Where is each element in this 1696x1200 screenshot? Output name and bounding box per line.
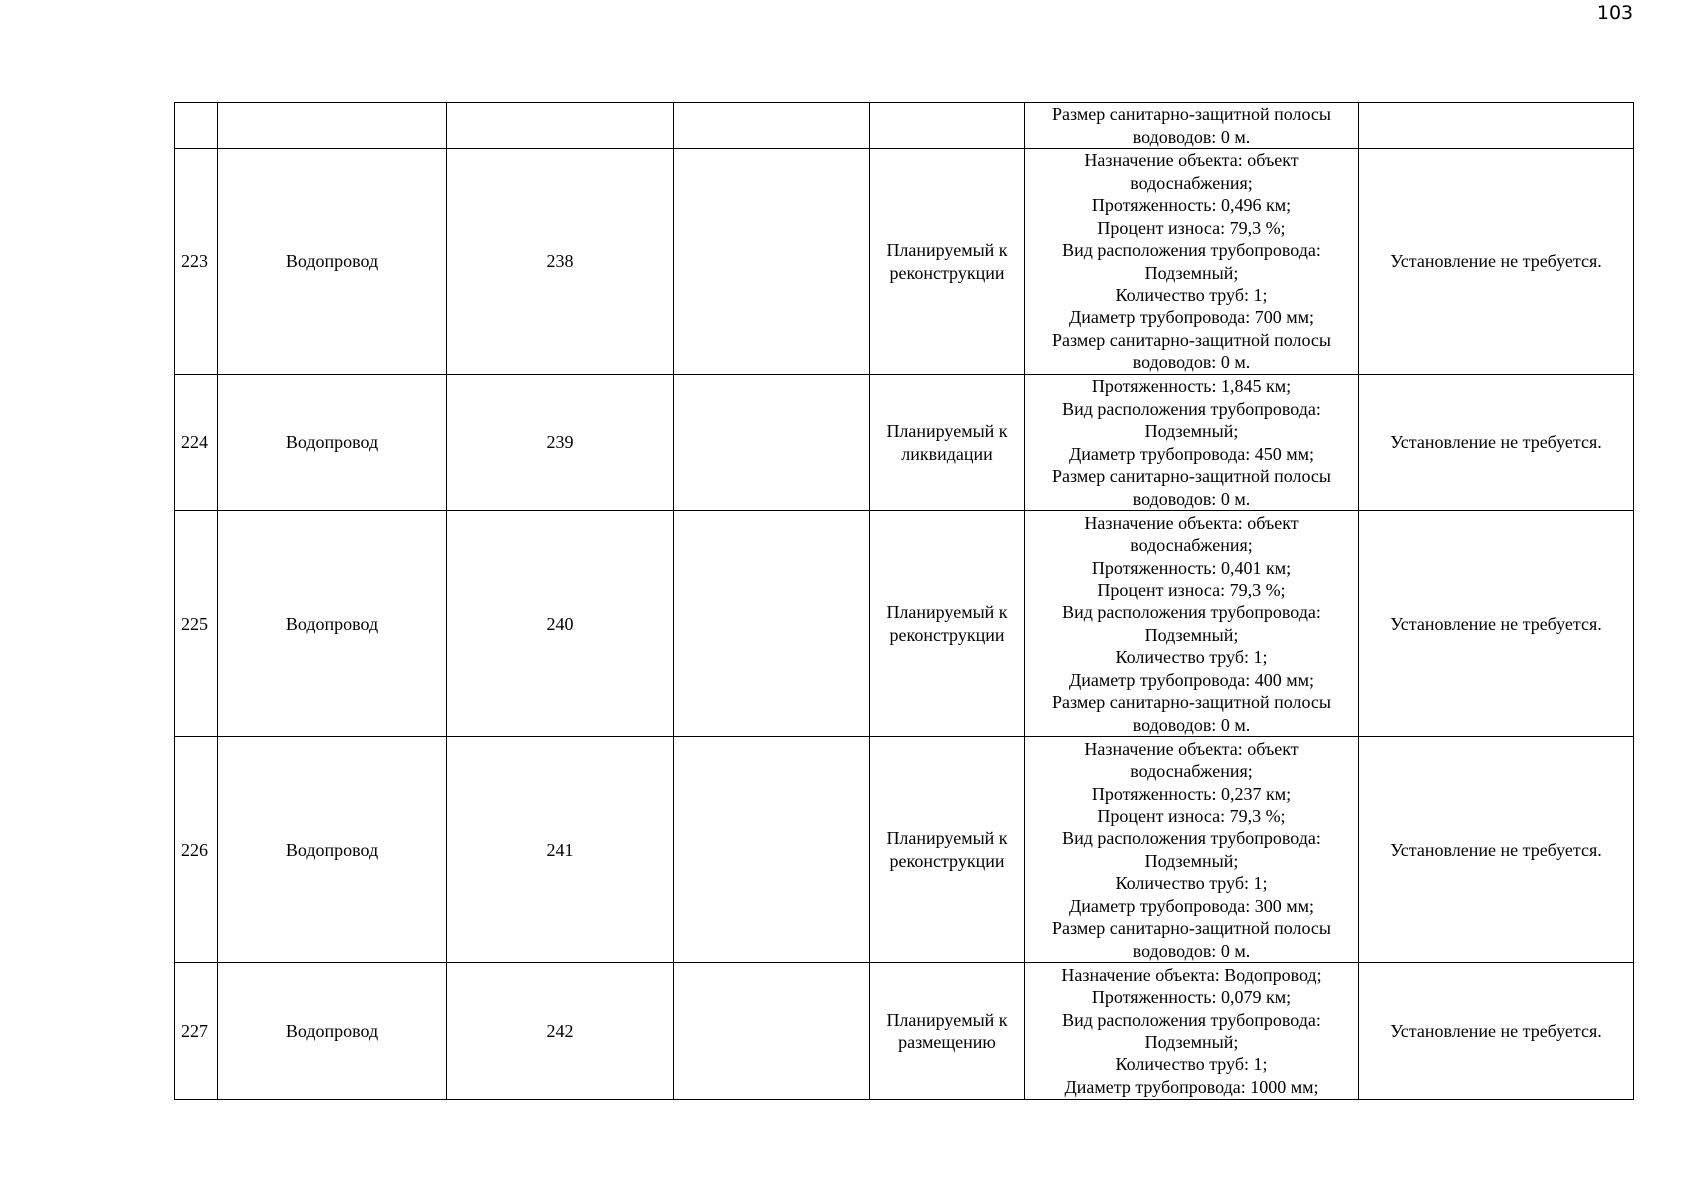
characteristic-line: Размер санитарно-защитной полосы (1051, 466, 1332, 487)
cell-code (447, 103, 674, 149)
characteristic-line: Подземный; (1144, 850, 1239, 871)
characteristic-line: Подземный; (1144, 262, 1239, 283)
characteristic-line: водоводов: 0 м. (1132, 126, 1251, 147)
characteristic-line: Протяженность: 0,237 км; (1091, 783, 1292, 804)
characteristic-line: водоснабжения; (1130, 172, 1253, 193)
characteristic-line: Процент износа: 79,3 %; (1097, 806, 1286, 827)
characteristic-line: Назначение объекта: Водопровод; (1061, 964, 1322, 985)
registry-table (174, 102, 1634, 1100)
cell-status (870, 103, 1025, 149)
characteristic-line: Количество труб: 1; (1115, 284, 1268, 305)
characteristic-line: Процент износа: 79,3 %; (1097, 580, 1286, 601)
characteristic-line: Протяженность: 0,496 км; (1091, 195, 1292, 216)
cell-name: Водопровод (218, 149, 447, 375)
cell-num: 224 (175, 375, 218, 511)
characteristic-line: Назначение объекта: объект (1084, 150, 1299, 171)
cell-name: Водопровод (218, 737, 447, 963)
characteristic-line: Диаметр трубопровода: 400 мм; (1068, 669, 1315, 690)
characteristic-line: Количество труб: 1; (1115, 873, 1268, 894)
characteristic-line: водоводов: 0 м. (1132, 714, 1251, 735)
characteristic-line: Подземный; (1144, 624, 1239, 645)
cell-status: Планируемый к ликвидации (870, 375, 1025, 511)
characteristic-line: Вид расположения трубопровода: (1062, 240, 1321, 261)
registry-table-body (175, 103, 1634, 1100)
characteristic-line: Подземный; (1144, 1032, 1239, 1053)
cell-code: 242 (447, 963, 674, 1099)
characteristic-line: Размер санитарно-защитной полосы (1051, 918, 1332, 939)
cell-zone: Установление не требуется. (1359, 149, 1634, 375)
cell-name: Водопровод (218, 375, 447, 511)
cell-location (674, 963, 870, 1099)
characteristic-line: Размер санитарно-защитной полосы (1051, 104, 1332, 125)
cell-status: Планируемый к размещению (870, 963, 1025, 1099)
characteristic-line: Вид расположения трубопровода: (1062, 828, 1321, 849)
characteristic-line: Протяженность: 0,079 км; (1091, 987, 1292, 1008)
characteristic-line: Диаметр трубопровода: 300 мм; (1068, 895, 1315, 916)
cell-location (674, 737, 870, 963)
cell-status: Планируемый к реконструкции (870, 737, 1025, 963)
cell-num: 226 (175, 737, 218, 963)
characteristic-line: Количество труб: 1; (1115, 1054, 1268, 1075)
cell-zone (1359, 103, 1634, 149)
table-row-continuation (175, 103, 1634, 149)
cell-characteristics (1025, 963, 1359, 1099)
characteristic-line: водоснабжения; (1130, 535, 1253, 556)
cell-num: 223 (175, 149, 218, 375)
table-row (175, 511, 1634, 737)
cell-zone: Установление не требуется. (1359, 963, 1634, 1099)
cell-code: 241 (447, 737, 674, 963)
cell-status: Планируемый к реконструкции (870, 511, 1025, 737)
characteristic-line: Подземный; (1144, 421, 1239, 442)
characteristic-line: Диаметр трубопровода: 700 мм; (1068, 307, 1315, 328)
cell-characteristics (1025, 375, 1359, 511)
cell-num (175, 103, 218, 149)
characteristic-line: Размер санитарно-защитной полосы (1051, 692, 1332, 713)
characteristic-line: Вид расположения трубопровода: (1062, 1009, 1321, 1030)
characteristic-line: Назначение объекта: объект (1084, 512, 1299, 533)
characteristic-line: Вид расположения трубопровода: (1062, 398, 1321, 419)
cell-zone: Установление не требуется. (1359, 511, 1634, 737)
table-row (175, 963, 1634, 1099)
cell-characteristics (1025, 737, 1359, 963)
cell-num: 227 (175, 963, 218, 1099)
characteristic-line: Диаметр трубопровода: 1000 мм; (1064, 1076, 1319, 1097)
characteristic-line: Протяженность: 0,401 км; (1091, 557, 1292, 578)
table-row (175, 149, 1634, 375)
cell-characteristics (1025, 103, 1359, 149)
characteristic-line: водоводов: 0 м. (1132, 352, 1251, 373)
cell-zone: Установление не требуется. (1359, 375, 1634, 511)
cell-characteristics (1025, 511, 1359, 737)
characteristic-line: Диаметр трубопровода: 450 мм; (1068, 443, 1315, 464)
characteristic-line: водоводов: 0 м. (1132, 940, 1251, 961)
cell-code: 238 (447, 149, 674, 375)
characteristic-line: Вид расположения трубопровода: (1062, 602, 1321, 623)
cell-zone: Установление не требуется. (1359, 737, 1634, 963)
characteristic-line: Протяженность: 1,845 км; (1091, 376, 1292, 397)
cell-location (674, 149, 870, 375)
cell-code: 239 (447, 375, 674, 511)
table-row (175, 737, 1634, 963)
page-number: 103 (1596, 2, 1634, 24)
characteristic-line: Количество труб: 1; (1115, 647, 1268, 668)
cell-location (674, 511, 870, 737)
cell-status: Планируемый к реконструкции (870, 149, 1025, 375)
characteristic-line: Процент износа: 79,3 %; (1097, 217, 1286, 238)
cell-name: Водопровод (218, 511, 447, 737)
cell-name (218, 103, 447, 149)
cell-location (674, 103, 870, 149)
cell-code: 240 (447, 511, 674, 737)
table-row (175, 375, 1634, 511)
characteristic-line: Назначение объекта: объект (1084, 738, 1299, 759)
cell-characteristics (1025, 149, 1359, 375)
characteristic-line: Размер санитарно-защитной полосы (1051, 329, 1332, 350)
characteristic-line: водоснабжения; (1130, 761, 1253, 782)
cell-location (674, 375, 870, 511)
cell-num: 225 (175, 511, 218, 737)
cell-name: Водопровод (218, 963, 447, 1099)
characteristic-line: водоводов: 0 м. (1132, 488, 1251, 509)
